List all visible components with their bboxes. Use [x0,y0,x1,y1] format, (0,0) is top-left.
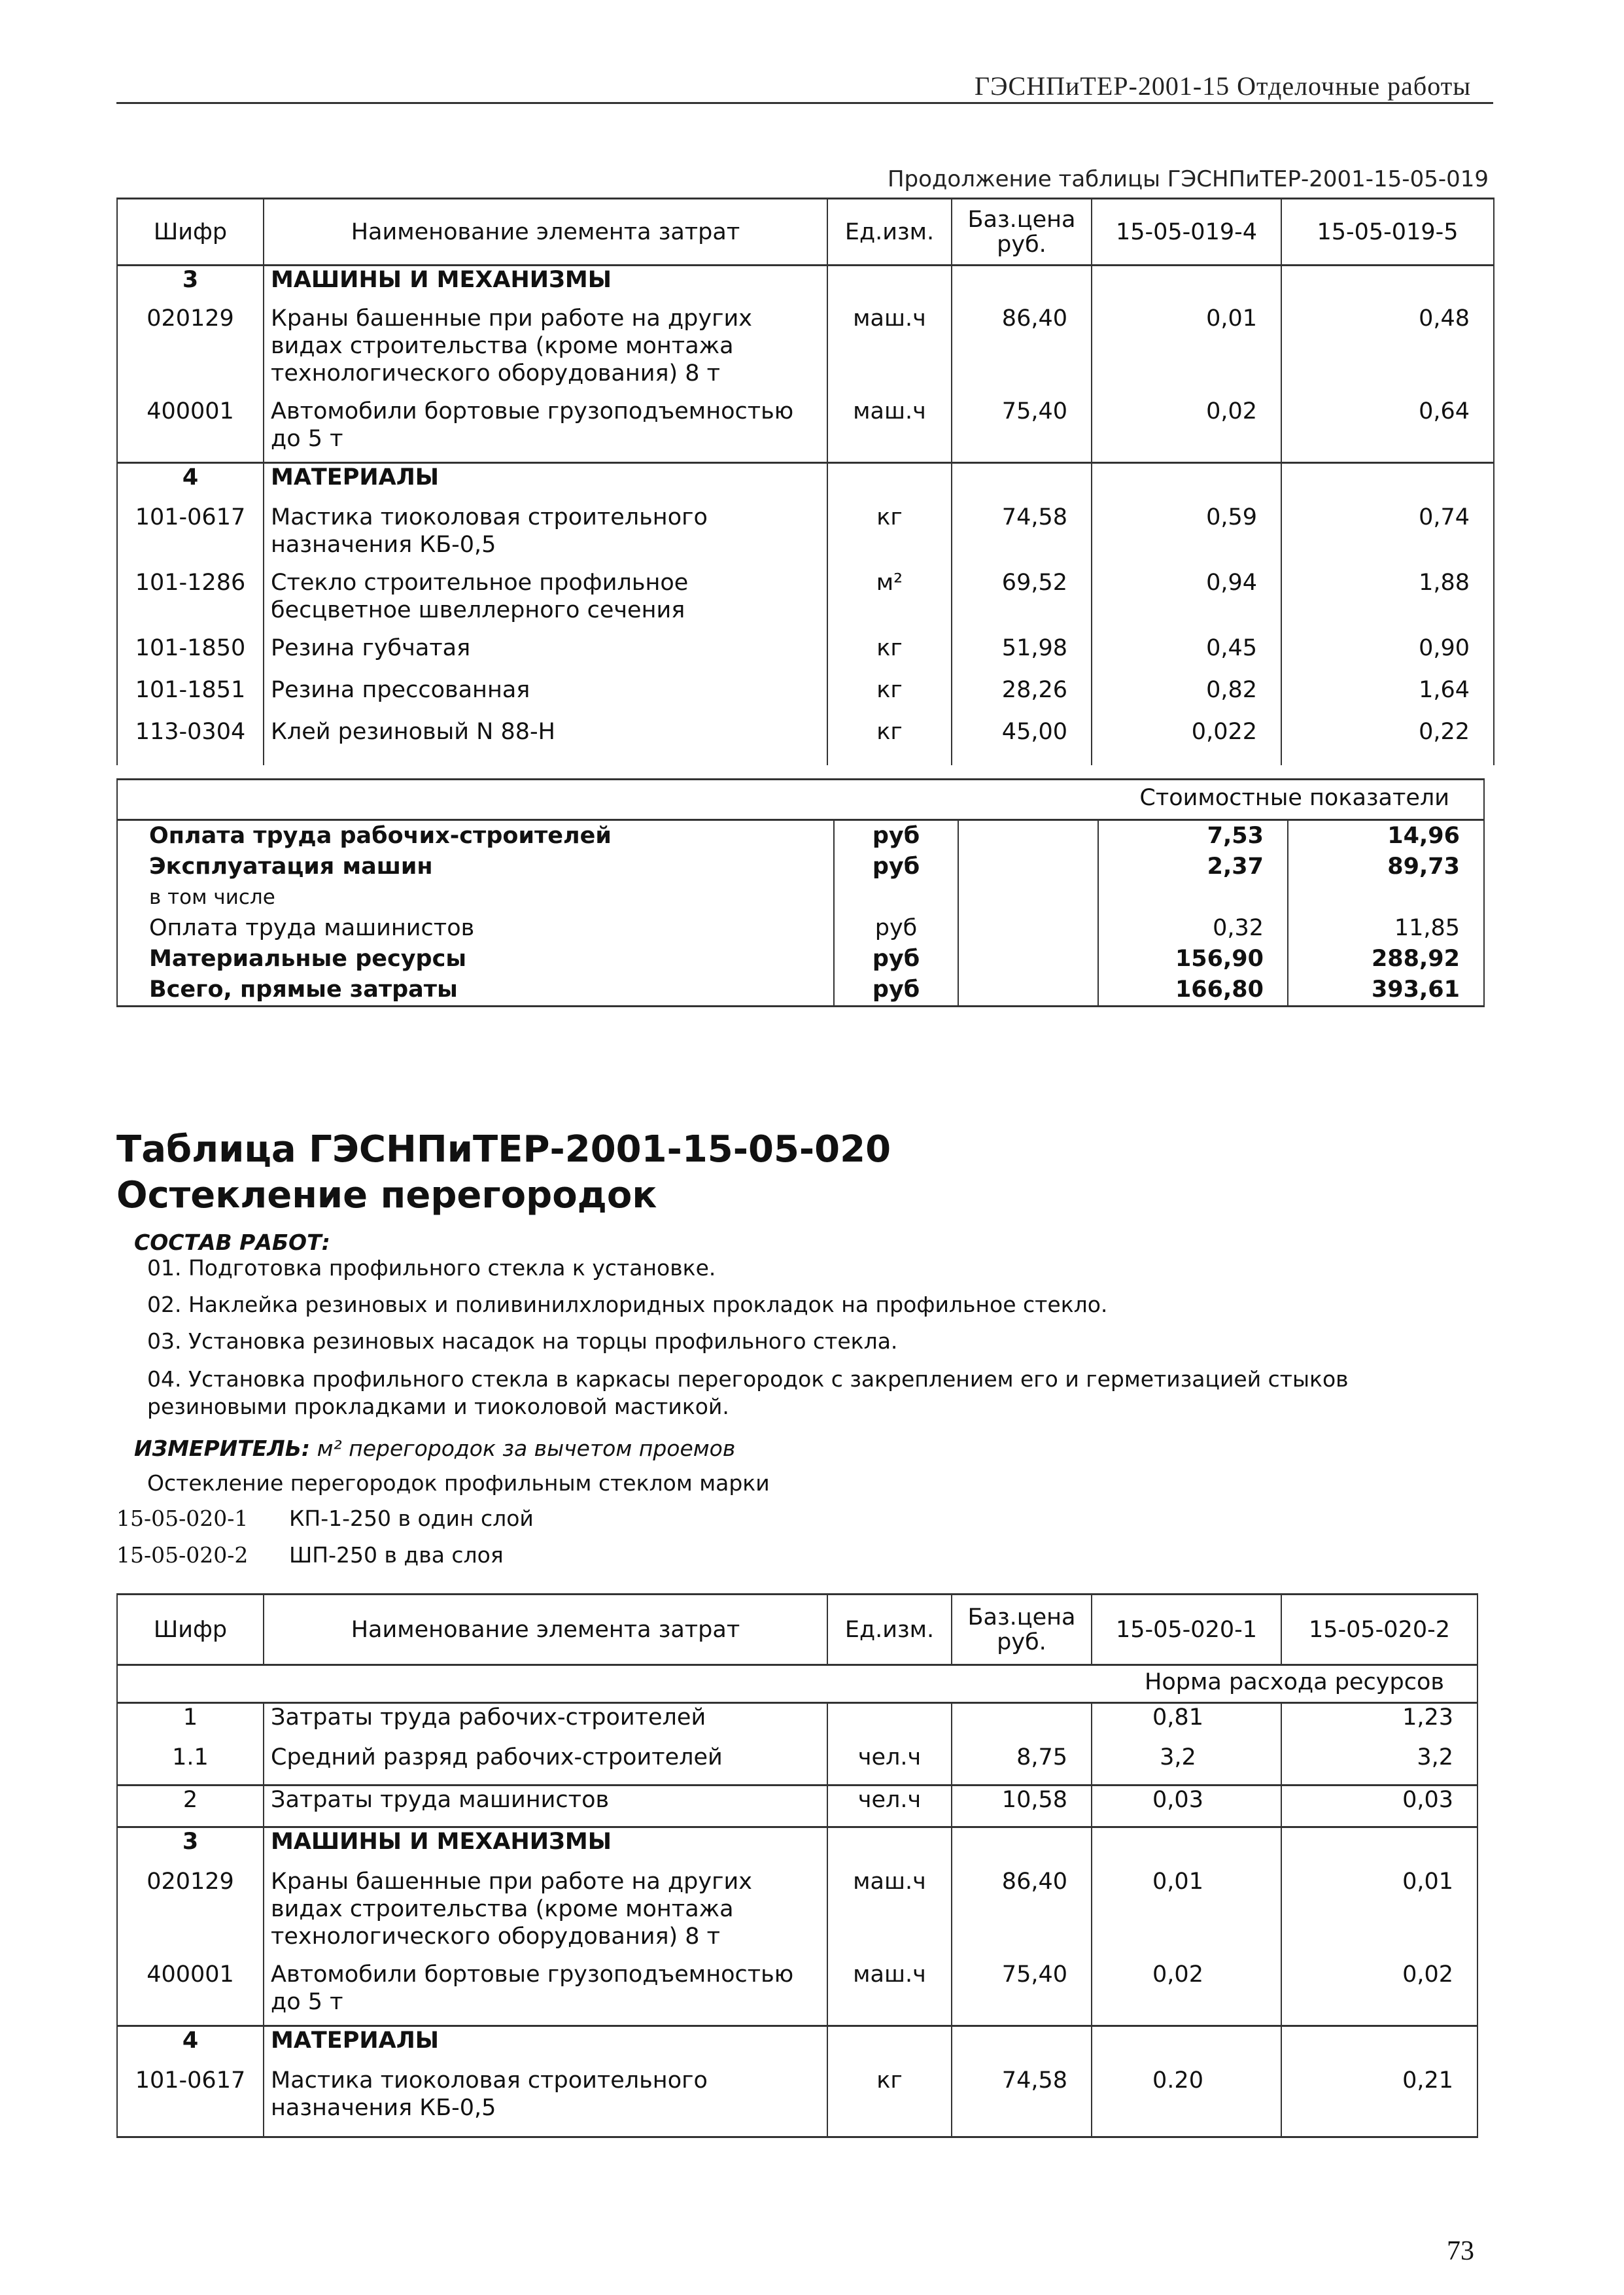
row-value-1: 3,2 [1092,1744,1281,1786]
table-row [117,398,1494,463]
variant-text: КП-1-250 в один слой [289,1506,534,1531]
row-unit: кг [827,676,952,718]
total-value-1: 0,32 [1098,913,1288,944]
row-unit: кг [827,2067,952,2137]
row-price: 69,52 [952,569,1092,634]
variant-code: 15-05-020-1 [116,1506,249,1531]
row-value-2: 0,02 [1281,1961,1477,2026]
row-name: Затраты труда рабочих-строителей [264,1703,827,1744]
table-row [117,1868,1477,1961]
row-code: 101-0617 [117,2067,264,2137]
header-rule [116,102,1493,104]
row-code: 400001 [117,398,264,463]
variant-line [116,1506,534,1531]
col-value-1: 15-05-020-1 [1092,1595,1281,1665]
total-name: Всего, прямые затраты [117,975,834,1007]
total-unit: руб [834,852,958,882]
row-value-1: 0,59 [1092,504,1281,569]
cost-table-020 [116,1593,1478,2138]
table-row [117,504,1494,569]
col-code: Шифр [117,1595,264,1665]
row-value-1: 0,01 [1092,1868,1281,1961]
total-value-1: 166,80 [1098,975,1288,1007]
col-price: Баз.цена руб. [952,1595,1092,1665]
col-unit: Ед.изм. [827,199,952,266]
row-code: 400001 [117,1961,264,2026]
row-price: 45,00 [952,718,1092,765]
row-unit: чел.ч [827,1744,952,1786]
work-composition-heading: СОСТАВ РАБОТ: [134,1230,330,1255]
row-unit: кг [827,718,952,765]
col-name: Наименование элемента затрат [264,1595,827,1665]
section-row [117,266,1494,305]
total-value-1: 7,53 [1098,820,1288,852]
row-value-2: 1,23 [1281,1703,1477,1744]
total-row [117,913,1484,944]
col-value-1: 15-05-019-4 [1092,199,1281,266]
row-value-1: 0,01 [1092,305,1281,398]
total-unit: руб [834,820,958,852]
row-value-2: 0,22 [1281,718,1494,765]
row-code: 101-1286 [117,569,264,634]
row-value-2: 0,03 [1281,1786,1477,1827]
row-name: Мастика тиоколовая строительного назначения КБ-0,5 [264,2067,827,2137]
row-name: Стекло строительное профильное бесцветное швеллерного сечения [264,569,827,634]
row-value-2: 0,01 [1281,1868,1477,1961]
section-code: 3 [117,1827,264,1868]
section-title: МАШИНЫ И МЕХАНИЗМЫ [264,1827,827,1868]
row-value-2: 0,64 [1281,398,1494,463]
row-value-2: 0,90 [1281,634,1494,676]
col-code: Шифр [117,199,264,266]
row-code: 101-0617 [117,504,264,569]
row-price [952,1703,1092,1744]
continuation-title: Продолжение таблицы ГЭСНПиТЕР-2001-15-05-019 [887,166,1489,192]
row-price: 86,40 [952,305,1092,398]
section-title: МАТЕРИАЛЫ [264,2026,827,2067]
cost-indicators-band: Стоимостные показатели [117,780,1484,820]
cost-table-019 [116,198,1494,765]
row-value-1: 0.20 [1092,2067,1281,2137]
table-row [117,718,1494,765]
table-row [117,1744,1477,1786]
row-code: 1.1 [117,1744,264,1786]
total-value-2: 14,96 [1288,820,1484,852]
table-header [117,199,1494,266]
row-value-2: 1,88 [1281,569,1494,634]
total-unit: руб [834,913,958,944]
total-value-2: 11,85 [1288,913,1484,944]
row-unit: маш.ч [827,305,952,398]
row-name: Мастика тиоколовая строительного назначения КБ-0,5 [264,504,827,569]
running-head: ГЭСНПиТЕР-2001-15 Отделочные работы [975,71,1472,101]
work-item: 02. Наклейка резиновых и поливинилхлоридных прокладок на профильное стекло. [147,1292,1108,1317]
band-row [117,780,1484,820]
row-value-2: 1,64 [1281,676,1494,718]
work-item: 01. Подготовка профильного стекла к установке. [147,1255,716,1281]
total-value-2: 89,73 [1288,852,1484,882]
total-name: Материальные ресурсы [117,944,834,975]
total-name: Эксплуатация машин [117,852,834,882]
work-item: 03. Установка резиновых насадок на торцы профильного стекла. [147,1328,898,1354]
total-name: в том числе [117,882,834,913]
work-item: 04. Установка профильного стекла в каркасы перегородок с закреплением его и герметизацией стыков резиновыми прокладками и тиоколовой мастикой. [147,1366,1349,1419]
col-value-2: 15-05-019-5 [1281,199,1494,266]
col-name: Наименование элемента затрат [264,199,827,266]
section-code: 4 [117,2026,264,2067]
row-value-2: 3,2 [1281,1744,1477,1786]
row-name: Затраты труда машинистов [264,1786,827,1827]
table-row [117,2067,1477,2137]
row-price: 28,26 [952,676,1092,718]
total-row [117,975,1484,1007]
table-row [117,1703,1477,1744]
table-header [117,1595,1477,1665]
row-value-1: 0,45 [1092,634,1281,676]
row-name: Автомобили бортовые грузоподъемностью до 5 т [264,398,827,463]
col-value-2: 15-05-020-2 [1281,1595,1477,1665]
row-value-1: 0,94 [1092,569,1281,634]
meter-line [134,1436,735,1461]
row-value-1: 0,02 [1092,1961,1281,2026]
total-name: Оплата труда рабочих-строителей [117,820,834,852]
total-name: Оплата труда машинистов [117,913,834,944]
row-code: 020129 [117,305,264,398]
row-code: 2 [117,1786,264,1827]
row-price: 74,58 [952,2067,1092,2137]
total-unit: руб [834,944,958,975]
row-unit [827,1703,952,1744]
row-code: 101-1851 [117,676,264,718]
row-price: 75,40 [952,398,1092,463]
row-unit: маш.ч [827,1961,952,2026]
variant-text: ШП-250 в два слоя [289,1542,504,1568]
col-price: Баз.цена руб. [952,199,1092,266]
row-value-2: 0,48 [1281,305,1494,398]
total-row [117,882,1484,913]
row-name: Средний разряд рабочих-строителей [264,1744,827,1786]
row-value-1: 0,022 [1092,718,1281,765]
table-row [117,305,1494,398]
total-value-1: 156,90 [1098,944,1288,975]
section-row [117,2026,1477,2067]
glazing-description: Остекление перегородок профильным стеклом марки [147,1470,770,1496]
total-row [117,820,1484,852]
total-row [117,944,1484,975]
table-row [117,1786,1477,1827]
row-name: Резина губчатая [264,634,827,676]
row-name: Краны башенные при работе на других видах строительства (кроме монтажа технологического оборудования) 8 т [264,305,827,398]
row-value-2: 0,74 [1281,504,1494,569]
table-row [117,569,1494,634]
table-row [117,1961,1477,2026]
row-price: 51,98 [952,634,1092,676]
section-code: 3 [117,266,264,305]
section-title: МАШИНЫ И МЕХАНИЗМЫ [264,266,827,305]
row-price: 8,75 [952,1744,1092,1786]
row-value-1: 0,81 [1092,1703,1281,1744]
row-value-1: 0,02 [1092,398,1281,463]
total-value-2: 288,92 [1288,944,1484,975]
section-code: 4 [117,463,264,504]
section-row [117,1827,1477,1868]
row-value-1: 0,03 [1092,1786,1281,1827]
row-unit: кг [827,504,952,569]
section-row [117,463,1494,504]
row-unit: кг [827,634,952,676]
row-value-1: 0,82 [1092,676,1281,718]
norm-band: Норма расхода ресурсов [1092,1665,1477,1703]
row-name: Клей резиновый N 88-Н [264,718,827,765]
row-value-2: 0,21 [1281,2067,1477,2137]
row-name: Резина прессованная [264,676,827,718]
variant-code: 15-05-020-2 [116,1542,249,1568]
row-code: 1 [117,1703,264,1744]
total-row [117,852,1484,882]
col-unit: Ед.изм. [827,1595,952,1665]
table-row [117,634,1494,676]
row-unit: маш.ч [827,1868,952,1961]
section-title: МАТЕРИАЛЫ [264,463,827,504]
row-name: Краны башенные при работе на других видах строительства (кроме монтажа технологического оборудования) 8 т [264,1868,827,1961]
row-price: 74,58 [952,504,1092,569]
cost-indicators-table [116,778,1485,1007]
variant-line [116,1542,504,1568]
row-name: Автомобили бортовые грузоподъемностью до 5 т [264,1961,827,2026]
row-unit: маш.ч [827,398,952,463]
page-number: 73 [1447,2236,1474,2266]
row-price: 86,40 [952,1868,1092,1961]
table-row [117,676,1494,718]
table-title: Таблица ГЭСНПиТЕР-2001-15-05-020 [116,1128,891,1171]
row-code: 020129 [117,1868,264,1961]
row-price: 10,58 [952,1786,1092,1827]
table-subtitle: Остекление перегородок [116,1174,657,1217]
meter-text: м² перегородок за вычетом проемов [317,1436,736,1461]
row-price: 75,40 [952,1961,1092,2026]
row-unit: чел.ч [827,1786,952,1827]
total-unit: руб [834,975,958,1007]
row-unit: м² [827,569,952,634]
total-value-1: 2,37 [1098,852,1288,882]
total-value-2: 393,61 [1288,975,1484,1007]
meter-label: ИЗМЕРИТЕЛЬ: [134,1436,311,1461]
row-code: 113-0304 [117,718,264,765]
row-code: 101-1850 [117,634,264,676]
band-row [117,1665,1477,1703]
